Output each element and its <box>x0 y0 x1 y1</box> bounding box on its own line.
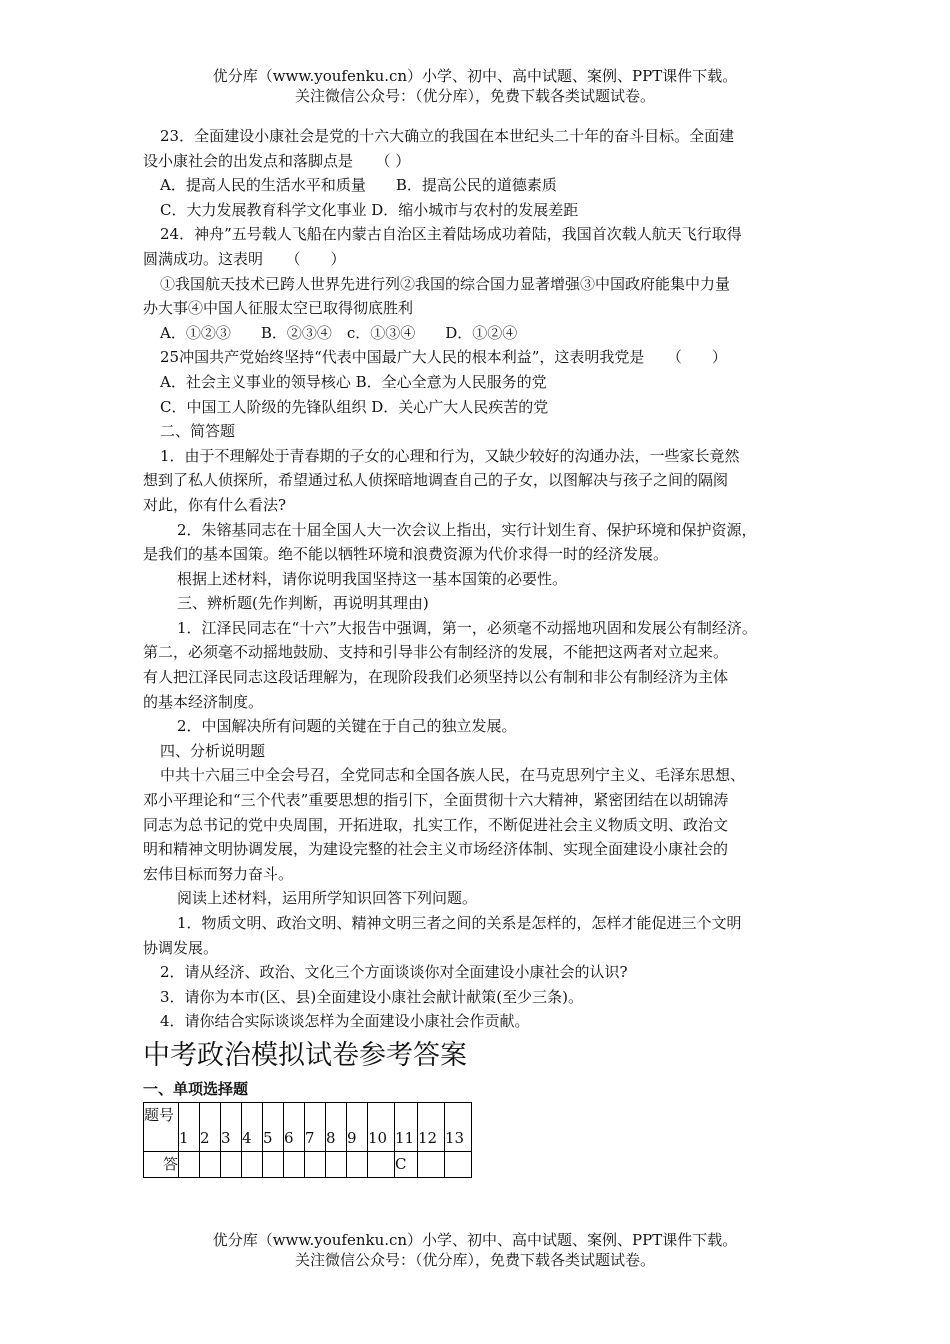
analysis-1: 1．江泽民同志在“十六”大报告中强调，第一，必须毫不动摇地巩固和发展公有制经济。 <box>177 618 757 637</box>
short-answer-1: 1．由于不理解处于青春期的子女的心理和行为，又缺少较好的沟通办法，一些家长竟然 <box>160 446 740 465</box>
table-answer-cell <box>368 1151 395 1177</box>
section-explain-heading: 四、分析说明题 <box>160 741 266 760</box>
table-answer-cell <box>347 1151 368 1177</box>
document-body <box>143 124 813 1178</box>
short-answer-2-question: 根据上述材料，请你说明我国坚持这一基本国策的必要性。 <box>177 569 568 588</box>
q25-options-ab: A．社会主义事业的领导核心 B．全心全意为人民服务的党 <box>160 372 547 391</box>
table-number-cell: 3 <box>221 1102 242 1151</box>
section-analysis-heading: 三、辨析题(先作判断，再说明其理由) <box>177 594 429 613</box>
explain-q1: 1．物质文明、政治文明、精神文明三者之间的关系是怎样的，怎样才能促进三个文明 <box>177 914 742 932</box>
table-number-cell: 7 <box>305 1102 326 1151</box>
table-answer-cell <box>284 1151 305 1177</box>
answer-table <box>143 1102 472 1178</box>
table-number-cell: 13 <box>445 1102 472 1151</box>
table-number-cell: 11 <box>395 1102 418 1151</box>
explain-q1-cont: 协调发展。 <box>143 938 219 957</box>
table-answer-cell <box>418 1151 445 1177</box>
answer-table-answer-row <box>144 1151 472 1177</box>
analysis-1-cont: 第二，必须毫不动摇地鼓励、支持和引导非公有制经济的发展，不能把这两者对立起来。 <box>143 643 729 662</box>
table-label-answer: 答 <box>144 1151 179 1177</box>
q23-text-cont: 设小康社会的出发点和落脚点是 （ ） <box>143 151 411 170</box>
material-text-cont2: 同志为总书记的党中央周围，开拓进取，扎实工作，不断促进社会主义物质文明、政治文 <box>143 815 729 834</box>
footer-line-2: 关注微信公众号：（优分库），免费下载各类试题试卷。 <box>294 1251 655 1269</box>
table-number-cell: 9 <box>347 1102 368 1151</box>
q23-options-ab: A．提高人民的生活水平和质量 B．提高公民的道德素质 <box>160 176 557 195</box>
table-answer-cell <box>221 1151 242 1177</box>
q24-statements: ①我国航天技术已跨人世界先进行列②我国的综合国力显著增强③中国政府能集中力量 <box>160 274 731 293</box>
analysis-1-cont2: 有人把江泽民同志这段话理解为，在现阶段我们必须坚持以公有制和非公有制经济为主体 <box>143 668 729 687</box>
table-answer-cell: C <box>395 1151 418 1177</box>
table-answer-cell <box>263 1151 284 1177</box>
table-answer-cell <box>305 1151 326 1177</box>
table-number-cell: 10 <box>368 1102 395 1151</box>
short-answer-2-cont: 是我们的基本国策。绝不能以牺牲环境和浪费资源为代价求得一时的经济发展。 <box>143 545 669 564</box>
table-answer-cell <box>326 1151 347 1177</box>
explain-q3: 3．请你为本市(区、县)全面建设小康社会献计献策(至少三条)。 <box>160 987 583 1006</box>
q25-options-cd: C．中国工人阶级的先锋队组织 D．关心广大人民疾苦的党 <box>160 397 549 416</box>
explain-q4: 4．请你结合实际谈谈怎样为全面建设小康社会作贡献。 <box>160 1012 530 1031</box>
footer-line-1: 优分库（www.youfenku.cn）小学、初中、高中试题、案例、PPT课件下载。 <box>212 1231 738 1249</box>
table-number-cell: 8 <box>326 1102 347 1151</box>
page-footer <box>0 1230 950 1270</box>
table-number-cell: 1 <box>179 1102 200 1151</box>
table-number-cell: 5 <box>263 1102 284 1151</box>
table-number-cell: 2 <box>200 1102 221 1151</box>
answer-title: 中考政治模拟试卷参考答案 <box>143 1039 467 1071</box>
section-short-answer-heading: 二、简答题 <box>160 422 236 441</box>
material-text: 中共十六届三中全会号召，全党同志和全国各族人民，在马克思列宁主义、毛泽东思想、 <box>160 766 746 785</box>
table-answer-cell <box>179 1151 200 1177</box>
table-number-cell: 4 <box>242 1102 263 1151</box>
table-label-number: 题号 <box>144 1102 179 1151</box>
q24-text-cont: 圆满成功。这表明 （ ） <box>143 249 346 268</box>
short-answer-1-cont2: 对此，你有什么看法? <box>143 495 287 514</box>
q23-text: 23．全面建设小康社会是党的十六大确立的我国在本世纪头二十年的奋斗目标。全面建 <box>160 127 735 145</box>
q24-statements-cont: 办大事④中国人征服太空已取得彻底胜利 <box>143 299 414 318</box>
explain-q2: 2．请从经济、政治、文化三个方面谈谈你对全面建设小康社会的认识? <box>160 963 628 982</box>
table-answer-cell <box>242 1151 263 1177</box>
analysis-1-cont3: 的基本经济制度。 <box>143 692 264 711</box>
page-header <box>0 66 950 106</box>
short-answer-2: 2．朱镕基同志在十届全国人大一次会议上指出，实行计划生育、保护环境和保护资源， <box>177 520 757 539</box>
q24-options: A．①②③ B．②③④ c．①③④ D．①②④ <box>160 323 518 342</box>
short-answer-1-cont: 想到了私人侦探所，希望通过私人侦探暗地调查自己的子女，以图解决与孩子之间的隔阂 <box>143 471 729 490</box>
answer-section-heading: 一、单项选择题 <box>143 1079 249 1098</box>
material-instruction: 阅读上述材料，运用所学知识回答下列问题。 <box>177 889 478 908</box>
material-text-cont4: 宏伟目标而努力奋斗。 <box>143 864 294 883</box>
q24-text: 24．神舟”五号载人飞船在内蒙古自治区主着陆场成功着陆，我国首次载人航天飞行取得 <box>160 225 742 244</box>
table-answer-cell <box>200 1151 221 1177</box>
q23-options-cd: C．大力发展教育科学文化事业 D．缩小城市与农村的发展差距 <box>160 200 579 219</box>
header-line-2: 关注微信公众号：（优分库），免费下载各类试题试卷。 <box>294 87 655 105</box>
table-number-cell: 12 <box>418 1102 445 1151</box>
table-answer-cell <box>445 1151 472 1177</box>
material-text-cont3: 明和精神文明协调发展，为建设完整的社会主义市场经济体制、实现全面建设小康社会的 <box>143 840 729 859</box>
q25-text: 25冲国共产党始终坚持“代表中国最广大人民的根本利益”，这表明我党是 （ ） <box>160 348 727 367</box>
table-number-cell: 6 <box>284 1102 305 1151</box>
analysis-2: 2．中国解决所有问题的关键在于自己的独立发展。 <box>177 717 517 736</box>
material-text-cont: 邓小平理论和“三个代表”重要思想的指引下，全面贯彻十六大精神，紧密团结在以胡锦涛 <box>143 791 729 810</box>
answer-table-number-row <box>144 1102 472 1151</box>
header-line-1: 优分库（www.youfenku.cn）小学、初中、高中试题、案例、PPT课件下载。 <box>212 67 738 85</box>
